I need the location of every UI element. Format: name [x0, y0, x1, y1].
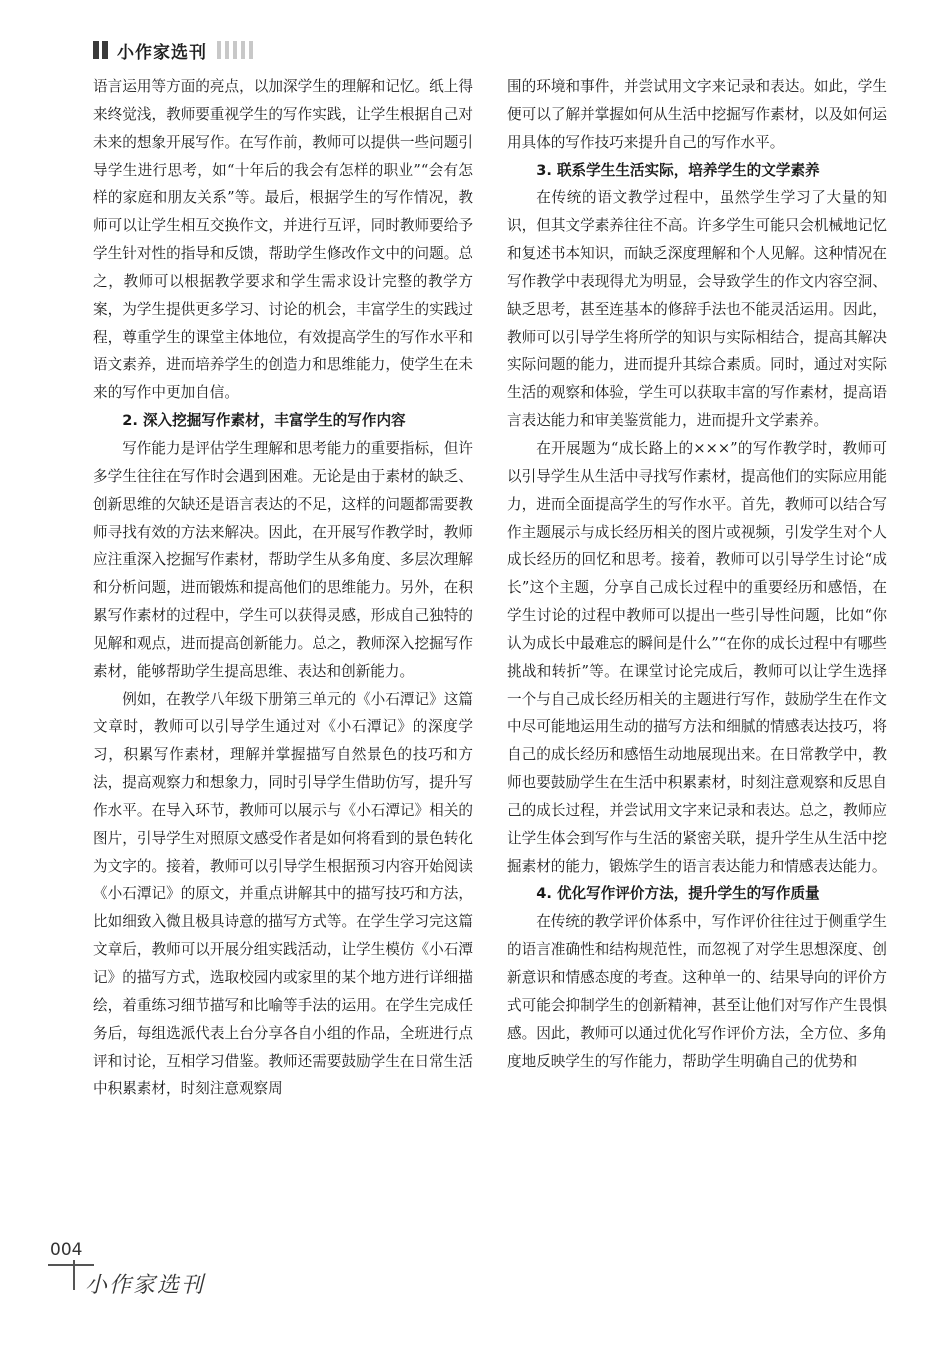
header-bar-icon	[102, 41, 108, 59]
footer-divider	[73, 1260, 75, 1290]
header-stripe-icon	[217, 41, 221, 59]
right-column	[507, 73, 887, 1075]
journal-title: 小作家选刊	[117, 42, 207, 63]
paragraph: 例如，在教学八年级下册第三单元的《小石潭记》这篇文章时，教师可以引导学生通过对《小石潭记》的深度学习，积累写作素材，理解并掌握描写自然景色的技巧和方法，提高观察力和想象力，同时引导学生借助仿写，提升写作水平。在导入环节，教师可以展示与《小石潭记》相关的图片，引导学生对照原文感受作者是如何将看到的景色转化为文字的。接着，教师可以引导学生根据预习内容开始阅读《小石潭记》的原文，并重点讲解其中的描写技巧和方法，比如细致入微且极具诗意的描写方式等。在学生学习完这篇文章后，教师可以开展分组实践活动，让学生模仿《小石潭记》的描写方式，选取校园内或家里的某个地方进行详细描绘，着重练习细节描写和比喻等手法的运用。在学生完成任务后，每组选派代表上台分享各自小组的作品，全班进行点评和讨论，互相学习借鉴。教师还需要鼓励学生在日常生活中积累素材，时刻注意观察周	[93, 690, 473, 1098]
paragraph: 在传统的教学评价体系中，写作评价往往过于侧重学生的语言准确性和结构规范性，而忽视了对学生思想深度、创新意识和情感态度的考查。这种单一的、结果导向的评价方式可能会抑制学生的创新精神，甚至让他们对写作产生畏惧感。因此，教师可以通过优化写作评价方法，全方位、多角度地反映学生的写作能力，帮助学生明确自己的优势和	[507, 913, 887, 1070]
running-header	[93, 38, 257, 62]
header-stripe-icon	[249, 41, 253, 59]
page-number: 004	[50, 1240, 83, 1260]
paragraph: 在开展题为“成长路上的×××”的写作教学时，教师可以引导学生从生活中寻找写作素材，提高他们的实际应用能力，进而全面提高学生的写作水平。首先，教师可以结合写作主题展示与成长经历相关的图片或视频，引发学生对个人成长经历的回忆和思考。接着，教师可以引导学生讨论“成长”这个主题，分享自己成长过程中的重要经历和感悟，在学生讨论的过程中教师可以提出一些引导性问题，比如“你认为成长中最难忘的瞬间是什么”“在你的成长过程中有哪些挑战和转折”等。在课堂讨论完成后，教师可以让学生选择一个与自己成长经历相关的主题进行写作，鼓励学生在作文中尽可能地运用生动的描写方法和细腻的情感表达技巧，将自己的成长经历和感悟生动地展现出来。在日常教学中，教师也要鼓励学生在生活中积累素材，时刻注意观察和反思自己的成长过程，并尝试用文字来记录和表达。总之，教师应让学生体会到写作与生活的紧密关联，提升学生从生活中挖掘素材的能力，锻炼学生的语言表达能力和情感表达能力。	[507, 439, 887, 875]
section-heading: 3. 联系学生生活实际，培养学生的文学素养	[536, 161, 820, 179]
header-stripe-icon	[225, 41, 229, 59]
paragraph: 在传统的语文教学过程中，虽然学生学习了大量的知识，但其文学素养往往不高。许多学生可能只会机械地记忆和复述书本知识，而缺乏深度理解和个人见解。这种情况在写作教学中表现得尤为明显，会导致学生的作文内容空洞、缺乏思考，甚至连基本的修辞手法也不能灵活运用。因此，教师可以引导学生将所学的知识与实际相结合，提高其解决实际问题的能力，进而提升其综合素质。同时，通过对实际生活的观察和体验，学生可以获取丰富的写作素材，提高语言表达能力和审美鉴赏能力，进而提升文学素养。	[507, 189, 887, 430]
section-heading: 2. 深入挖掘写作素材，丰富学生的写作内容	[122, 412, 406, 430]
header-stripe-icon	[233, 41, 237, 59]
header-stripe-icon	[241, 41, 245, 59]
paragraph: 围的环境和事件，并尝试用文字来记录和表达。如此，学生便可以了解并掌握如何从生活中挖掘写作素材，以及如何运用具体的写作技巧来提升自己的写作水平。	[507, 78, 887, 151]
section-heading: 4. 优化写作评价方法，提升学生的写作质量	[536, 885, 820, 903]
footer-logo: 小作家选刊	[85, 1273, 206, 1298]
paragraph: 语言运用等方面的亮点，以加深学生的理解和记忆。纸上得来终觉浅，教师要重视学生的写作实践，让学生根据自己对未来的想象开展写作。在写作前，教师可以提供一些问题引导学生进行思考，如“十年后的我会有怎样的职业”“会有怎样的家庭和朋友关系”等。最后，根据学生的写作情况，教师可以让学生相互交换作文，并进行互评，同时教师要给予学生针对性的指导和反馈，帮助学生修改作文中的问题。总之，教师可以根据教学要求和学生需求设计完整的教学方案，为学生提供更多学习、讨论的机会，丰富学生的实践过程，尊重学生的课堂主体地位，有效提高学生的写作水平和语文素养，进而培养学生的创造力和思维能力，使学生在未来的写作中更加自信。	[93, 78, 473, 402]
header-bar-icon	[93, 41, 99, 59]
paragraph: 写作能力是评估学生理解和思考能力的重要指标，但许多学生往往在写作时会遇到困难。无论是由于素材的缺乏、创新思维的欠缺还是语言表达的不足，这样的问题都需要教师寻找有效的方法来解决。因此，在开展写作教学时，教师应注重深入挖掘写作素材，帮助学生从多角度、多层次理解和分析问题，进而锻炼和提高他们的思维能力。另外，在积累写作素材的过程中，学生可以获得灵感，形成自己独特的见解和观点，进而提高创新能力。总之，教师深入挖掘写作素材，能够帮助学生提高思维、表达和创新能力。	[93, 439, 473, 680]
left-column	[93, 73, 473, 1103]
footer-rule	[48, 1264, 94, 1266]
